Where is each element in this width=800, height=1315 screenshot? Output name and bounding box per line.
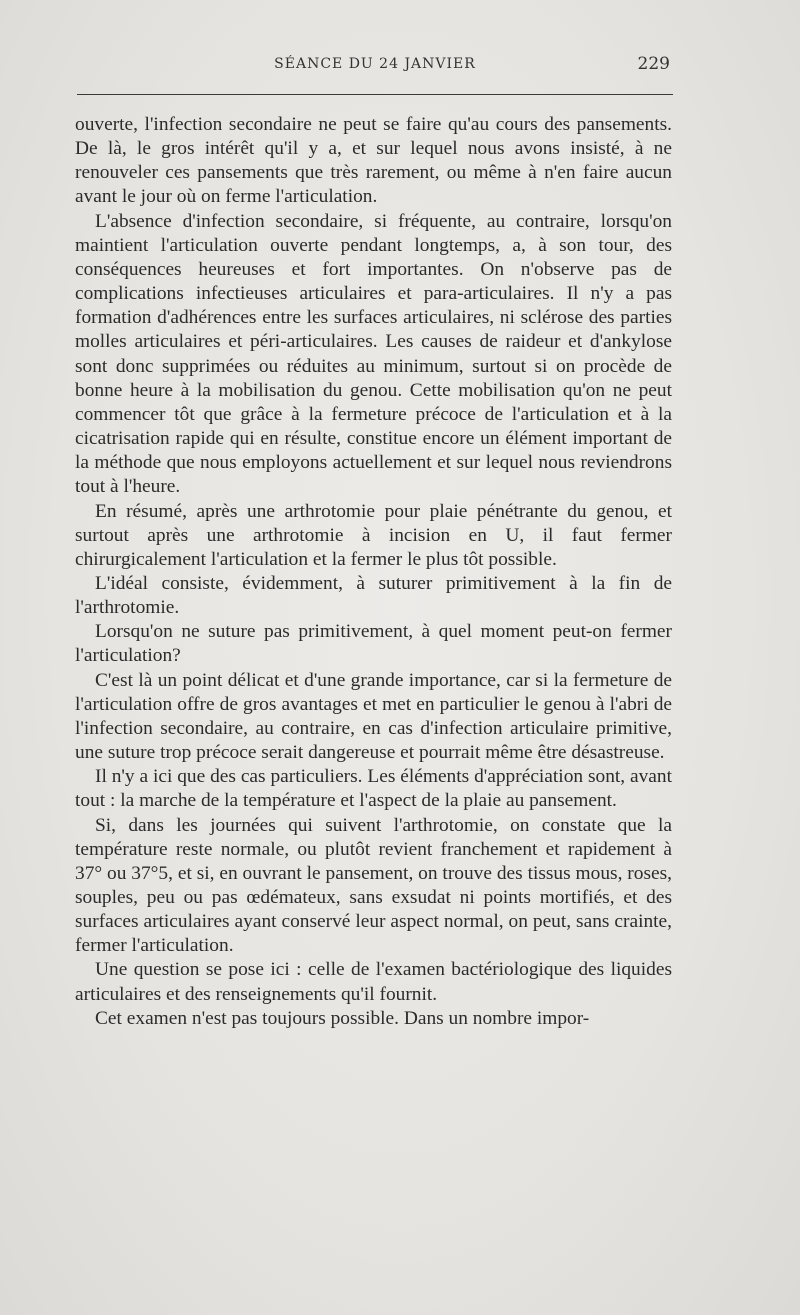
paragraph-6: C'est là un point délicat et d'une grande importance, car si la fermeture de l'articulation offre de gros avantages et met en particulier le genou à l'abri de l'infection secondaire, au contraire, en cas d'infection articulaire primitive, une suture trop précoce serait dangereuse et pourrait même être désastreuse. [75, 669, 672, 764]
paragraph-3: En résumé, après une arthrotomie pour plaie pénétrante du genou, et surtout après une arthrotomie à incision en U, il faut fermer chirurgicalement l'articulation et la fermer le plus tôt possible. [75, 500, 672, 570]
running-title: SÉANCE DU 24 JANVIER [274, 56, 476, 72]
paragraph-1: ouverte, l'infection secondaire ne peut se faire qu'au cours des pansements. De là, le gros intérêt qu'il y a, et sur lequel nous avons insisté, à ne renouveler ces pansements que très rarement, ou même à n'en faire aucun avant le jour où on ferme l'articulation. [75, 114, 672, 208]
paragraph-8: Si, dans les journées qui suivent l'arthrotomie, on constate que la température reste normale, ou plutôt revient franchement et rapidement à 37° ou 37°5, et si, en ouvrant le pansement, on trouve des tissus mous, roses, souples, peu ou pas œdémateux, sans exsudat ni points mortifiés, et des surfaces articulaires ayant conservé leur aspect normal, on peut, sans crainte, fermer l'articulation. [75, 814, 672, 957]
paragraph-7: Il n'y a ici que des cas particuliers. Les éléments d'appréciation sont, avant tout : la marche de la température et l'aspect de la plaie au pansement. [75, 766, 672, 812]
paragraph-10: Cet examen n'est pas toujours possible. Dans un nombre impor- [95, 1007, 590, 1029]
page-number: 229 [637, 54, 670, 74]
paragraph-9: Une question se pose ici : celle de l'examen bactériologique des liquides articulaires et des renseignements qu'il fournit. [75, 959, 672, 1005]
paragraph-5: Lorsqu'on ne suture pas primitivement, à quel moment peut-on fermer l'articulation? [75, 621, 672, 667]
paragraph-2: L'absence d'infection secondaire, si fréquente, au contraire, lorsqu'on maintient l'articulation ouverte pendant longtemps, a, à son tour, des conséquences heureuses et fort importantes. On n'observe pas de complications infectieuses articulaires et para-articulaires. Il n'y a pas formation d'adhérences entre les surfaces articulaires, ni sclérose des parties molles articulaires et péri-articulaires. Les causes de raideur et d'ankylose sont donc supprimées ou réduites au minimum, surtout si on procède de bonne heure à la mobilisation du genou. Cette mobilisation qu'on ne peut commencer tôt que grâce à la fermeture précoce de l'articulation et à la cicatrisation rapide qui en résulte, constitue encore un élément important de la méthode que nous employons actuellement et sur lequel nous reviendrons tout à l'heure. [75, 210, 672, 498]
body-text [75, 113, 672, 1031]
page-header [75, 54, 675, 80]
paragraph-4: L'idéal consiste, évidemment, à suturer primitivement à la fin de l'arthrotomie. [75, 572, 672, 619]
header-rule [77, 94, 673, 95]
